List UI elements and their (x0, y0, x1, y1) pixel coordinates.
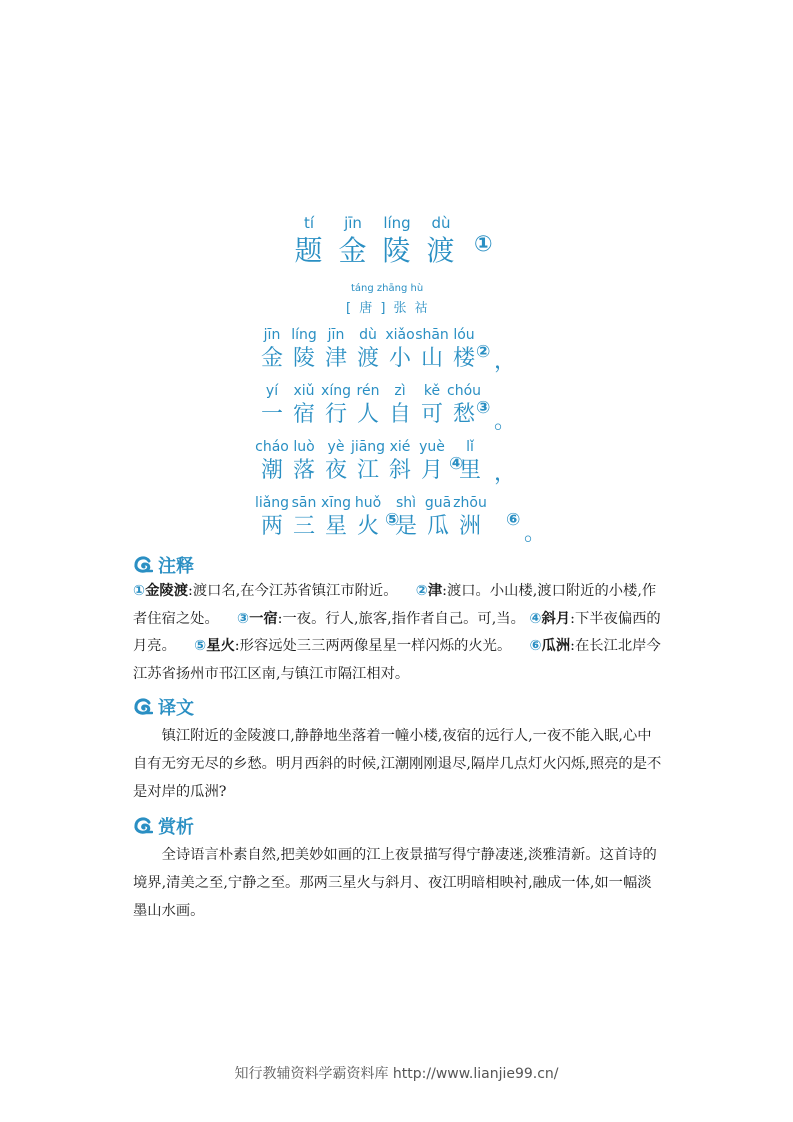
poem-char: xiǔ 宿 (292, 383, 315, 427)
poem-line-2 (256, 382, 480, 430)
poem-char: shān 山 (415, 327, 449, 371)
note-item: ⑤星火:形容远处三三两两像星星一样闪烁的火光。 (194, 638, 512, 654)
poem-char: liǎng 两 (254, 495, 290, 539)
appreciation-text: 全诗语言朴素自然,把美妙如画的江上夜景描写得宁静凄迷,淡雅清新。这首诗的境界,清美之至,宁静之至。那两三星火与斜月、夜江明暗相映衬,融成一体,如一幅淡墨山水画。 (133, 847, 657, 919)
author-pinyin: táng zhāng hù (351, 283, 424, 294)
title-char: tí 题 (294, 214, 324, 267)
title-char: líng 陵 (382, 214, 412, 267)
poem-char: xiǎo 小 (385, 327, 415, 371)
note-mark-4: ④ (449, 454, 464, 474)
title-char: dù 渡 (426, 214, 456, 267)
translation-text: 镇江附近的金陵渡口,静静地坐落着一幢小楼,夜宿的远行人,一夜不能入眠,心中自有无穷无尽的乡愁。明月西斜的时候,江潮刚刚退尽,隔岸几点灯火闪烁,照亮的是不是对岸的瓜洲? (133, 728, 662, 800)
poem-title (287, 214, 463, 270)
note-item: ②津:渡口。小山楼,渡口附近的小楼,作者住宿之处。 (133, 583, 657, 627)
poem-char: cháo 潮 (255, 439, 289, 483)
translation-heading (133, 694, 194, 720)
poem-char: lǐ 里 (458, 439, 481, 483)
poem-char: zhōu 洲 (453, 495, 487, 539)
poem-char: jīn 津 (324, 327, 347, 371)
poem-char: dù 渡 (356, 327, 379, 371)
poem-char: yí 一 (260, 383, 283, 427)
poem-char: chóu 愁 (447, 383, 482, 427)
swirl-icon (133, 816, 153, 836)
poem-char: xié 斜 (388, 439, 411, 483)
poem-punct: 。 (524, 521, 547, 546)
poem-char: shì 是 (394, 495, 417, 539)
appreciation-heading-label: 赏析 (158, 817, 194, 838)
poem-char: zì 自 (388, 383, 411, 427)
title-note-mark: ① (474, 232, 493, 257)
poem-punct: ， (494, 461, 517, 486)
notes-heading-label: 注释 (158, 556, 194, 577)
note-item: ③一宿:一夜。行人,旅客,指作者自己。可,当。 (236, 610, 525, 627)
poem-char: guā 瓜 (424, 495, 452, 539)
poem-char: lóu 楼 (452, 327, 475, 371)
swirl-icon (133, 697, 153, 717)
poem-char: xīng 星 (321, 495, 351, 539)
notes-list (133, 578, 663, 688)
poem-char: rén 人 (356, 383, 380, 427)
author: [ 唐 ] 张 祜 (346, 301, 430, 316)
poem-char: jīn 金 (260, 327, 283, 371)
note-mark-5: ⑤ (385, 510, 400, 530)
poem-line-1 (256, 326, 480, 374)
notes-heading (133, 552, 194, 578)
poem-char: xíng 行 (321, 383, 351, 427)
title-char: jīn 金 (338, 214, 368, 267)
note-item: ①金陵渡:渡口名,在今江苏省镇江市附近。 (133, 583, 398, 599)
footer-watermark: 知行教辅资料学霸资料库 http://www.lianjie99.cn/ (234, 1066, 559, 1082)
poem-punct: 。 (494, 409, 517, 434)
poem-char: huǒ 火 (354, 495, 382, 539)
swirl-icon (133, 555, 153, 575)
note-mark-2: ② (476, 342, 491, 362)
poem-char: yuè 月 (419, 439, 445, 483)
poem-char: luò 落 (292, 439, 315, 483)
translation-heading-label: 译文 (158, 698, 194, 719)
poem-punct: ， (494, 349, 517, 374)
poem-char: jiāng 江 (350, 439, 386, 483)
note-item: ⑥瓜洲:在长江北岸今江苏省扬州市邗江区南,与镇江市隔江相对。 (133, 638, 661, 682)
poem-char: yè 夜 (324, 439, 347, 483)
poem-char: líng 陵 (291, 327, 317, 371)
poem-char: sān 三 (291, 495, 317, 539)
appreciation-heading (133, 813, 194, 839)
note-item: ④斜月:下半夜偏西的月亮。 (133, 610, 661, 654)
note-mark-6: ⑥ (506, 510, 521, 530)
poem-line-4 (256, 494, 486, 542)
note-mark-3: ③ (476, 398, 491, 418)
poem-char: kě 可 (420, 383, 443, 427)
